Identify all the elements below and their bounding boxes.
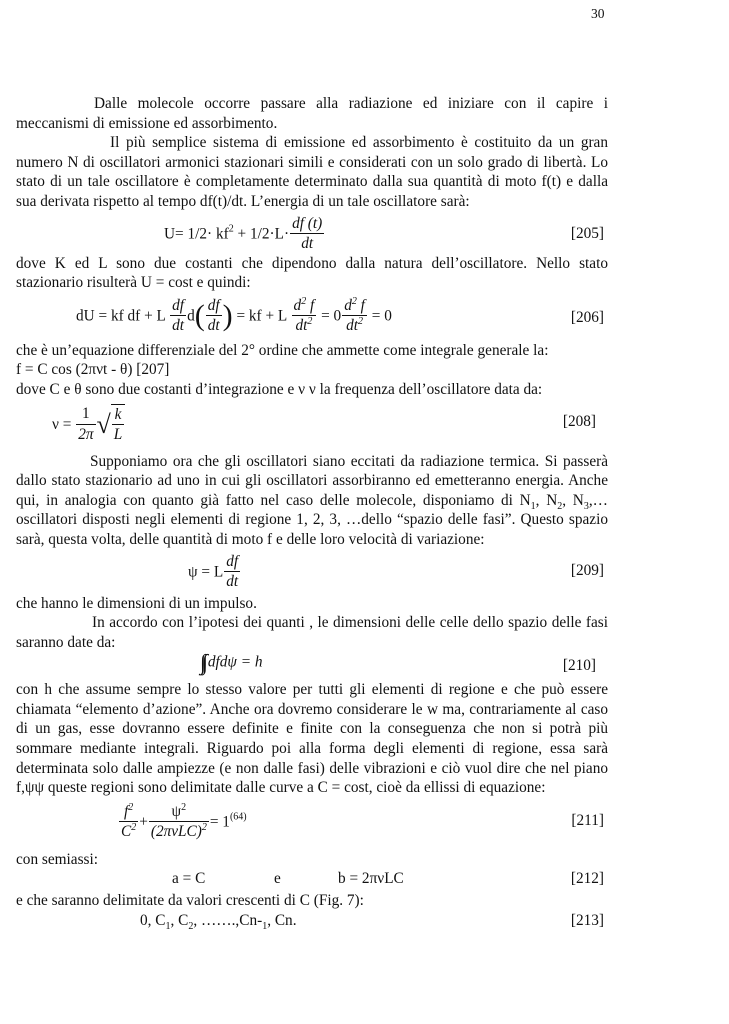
- equation-210: ∫∫ dfdψ = h [210]: [200, 649, 596, 675]
- equation-211: $\frac{f^2}{C^2}$ + $\frac{\psi^2}{(2\pi\nu LC)^2}$ = $1^{(64)}$ [211]: [121, 801, 604, 841]
- equation-label: [209]: [570, 561, 604, 579]
- equation-206: dU = kf df + L $\frac{df}{dt}$ d( $\frac{df}{dt}$ ) = kf + L $\frac{d^2 f}{dt^2}$ = 0 $\frac{d^2 f}{dt^2}$ = 0 [206]: [76, 295, 604, 335]
- paragraph-3: dove K ed L sono due costanti che dipendono dalla natura dell’oscillatore. Nello stato stazionario risulterà U = cost e quindi:: [16, 254, 608, 292]
- page-number: 30: [591, 6, 605, 21]
- equation-label: [205]: [570, 224, 604, 242]
- equation-212: a = C e b = 2πνLC [212]: [172, 870, 604, 888]
- paragraph-4c: dove C e θ sono due costanti d’integrazione e ν ν la frequenza dell’oscillatore data da:: [16, 380, 543, 398]
- equation-label: [211]: [571, 811, 604, 829]
- paragraph-7: In accordo con l’ipotesi dei quanti , le dimensioni delle celle dello spazio delle fasi saranno date da:: [16, 614, 608, 651]
- equation-208: ν = $\frac{1}{2\pi}$ √ $\frac{k}{L}$ [208]: [52, 405, 596, 444]
- paragraph-2: Il più semplice sistema di emissione ed assorbimento è costituito da un gran numero N di oscillatori armonici stazionari simili e considerati con un solo grado di libertà. Lo stato di un tale oscillatore è completamente determinato dalla sua quantità di moto f(t) e dalla sua derivata rispetto al tempo df(t)/dt. L’energia di un tale oscillatore sarà:: [16, 134, 608, 210]
- equation-209: ψ = L $\frac{df}{dt}$ [209]: [188, 552, 604, 591]
- equation-205: $U= 1/2\cdot kf^2 + 1/2\cdot L\cdot$ $\frac{df (t)}{dt}$ [205]: [164, 214, 604, 253]
- body-text: [16, 94, 608, 933]
- equation-label: [206]: [570, 308, 604, 326]
- equation-label: [208]: [562, 412, 596, 430]
- paragraph-10: e che saranno delimitate da valori crescenti di C (Fig. 7):: [16, 892, 364, 910]
- equation-213: 0, $C_1$, $C_2$, $\dots\dots.,Cn-_1$, Cn. [213]: [140, 912, 604, 933]
- equation-label: [212]: [570, 870, 604, 888]
- paragraph-4a: che è un’equazione differenziale del 2° ordine che ammette come integrale generale la:: [16, 341, 549, 359]
- paragraph-9: con semiassi:: [16, 850, 98, 868]
- paragraph-8: con h che assume sempre lo stesso valore per tutti gli elementi di regione e che può essere chiamata “elemento d’azione”. Anche ora dovremo considerare le w ma, contrariamente al caso di un gas, esse dovranno essere definite e finite con la conseguenza che non si potrà più sommare mediante integrali. Riguardo poi alla forma degli elementi di regione, essa sarà determinata solo dalle ampiezze (e non dalle fasi) delle vibrazioni e ciò vuol dire che nel piano f,ψψ queste regioni sono delimitate dalle curve a C = cost, cioè da ellissi di equazione:: [16, 681, 608, 797]
- paragraph-5: Supponiamo ora che gli oscillatori siano eccitati da radiazione termica. Si passerà dallo stato stazionario ad uno in cui gli oscillatori assorbiranno ed emetteranno energia. Anche qui, in analogia con quanto già fatto nel caso delle molecole, disponiamo di $N_1$, $N_2$, $N_3,\dots$ oscillatori disposti negli elementi di regione 1, 2, 3, …dello “spazio delle fasi”. Questo spazio sarà, questa volta, delle quantità di moto f e delle loro velocità di variazione:: [16, 452, 608, 548]
- paragraph-4b: f = C cos (2πνt - θ) [207]: [16, 361, 170, 379]
- equation-label: [210]: [562, 657, 596, 675]
- paragraph-6: che hanno le dimensioni di un impulso.: [16, 594, 257, 612]
- paragraph-1: Dalle molecole occorre passare alla radiazione ed iniziare con il capire i meccanismi di emissione ed assorbimento.: [16, 95, 608, 132]
- equation-label: [213]: [570, 912, 604, 930]
